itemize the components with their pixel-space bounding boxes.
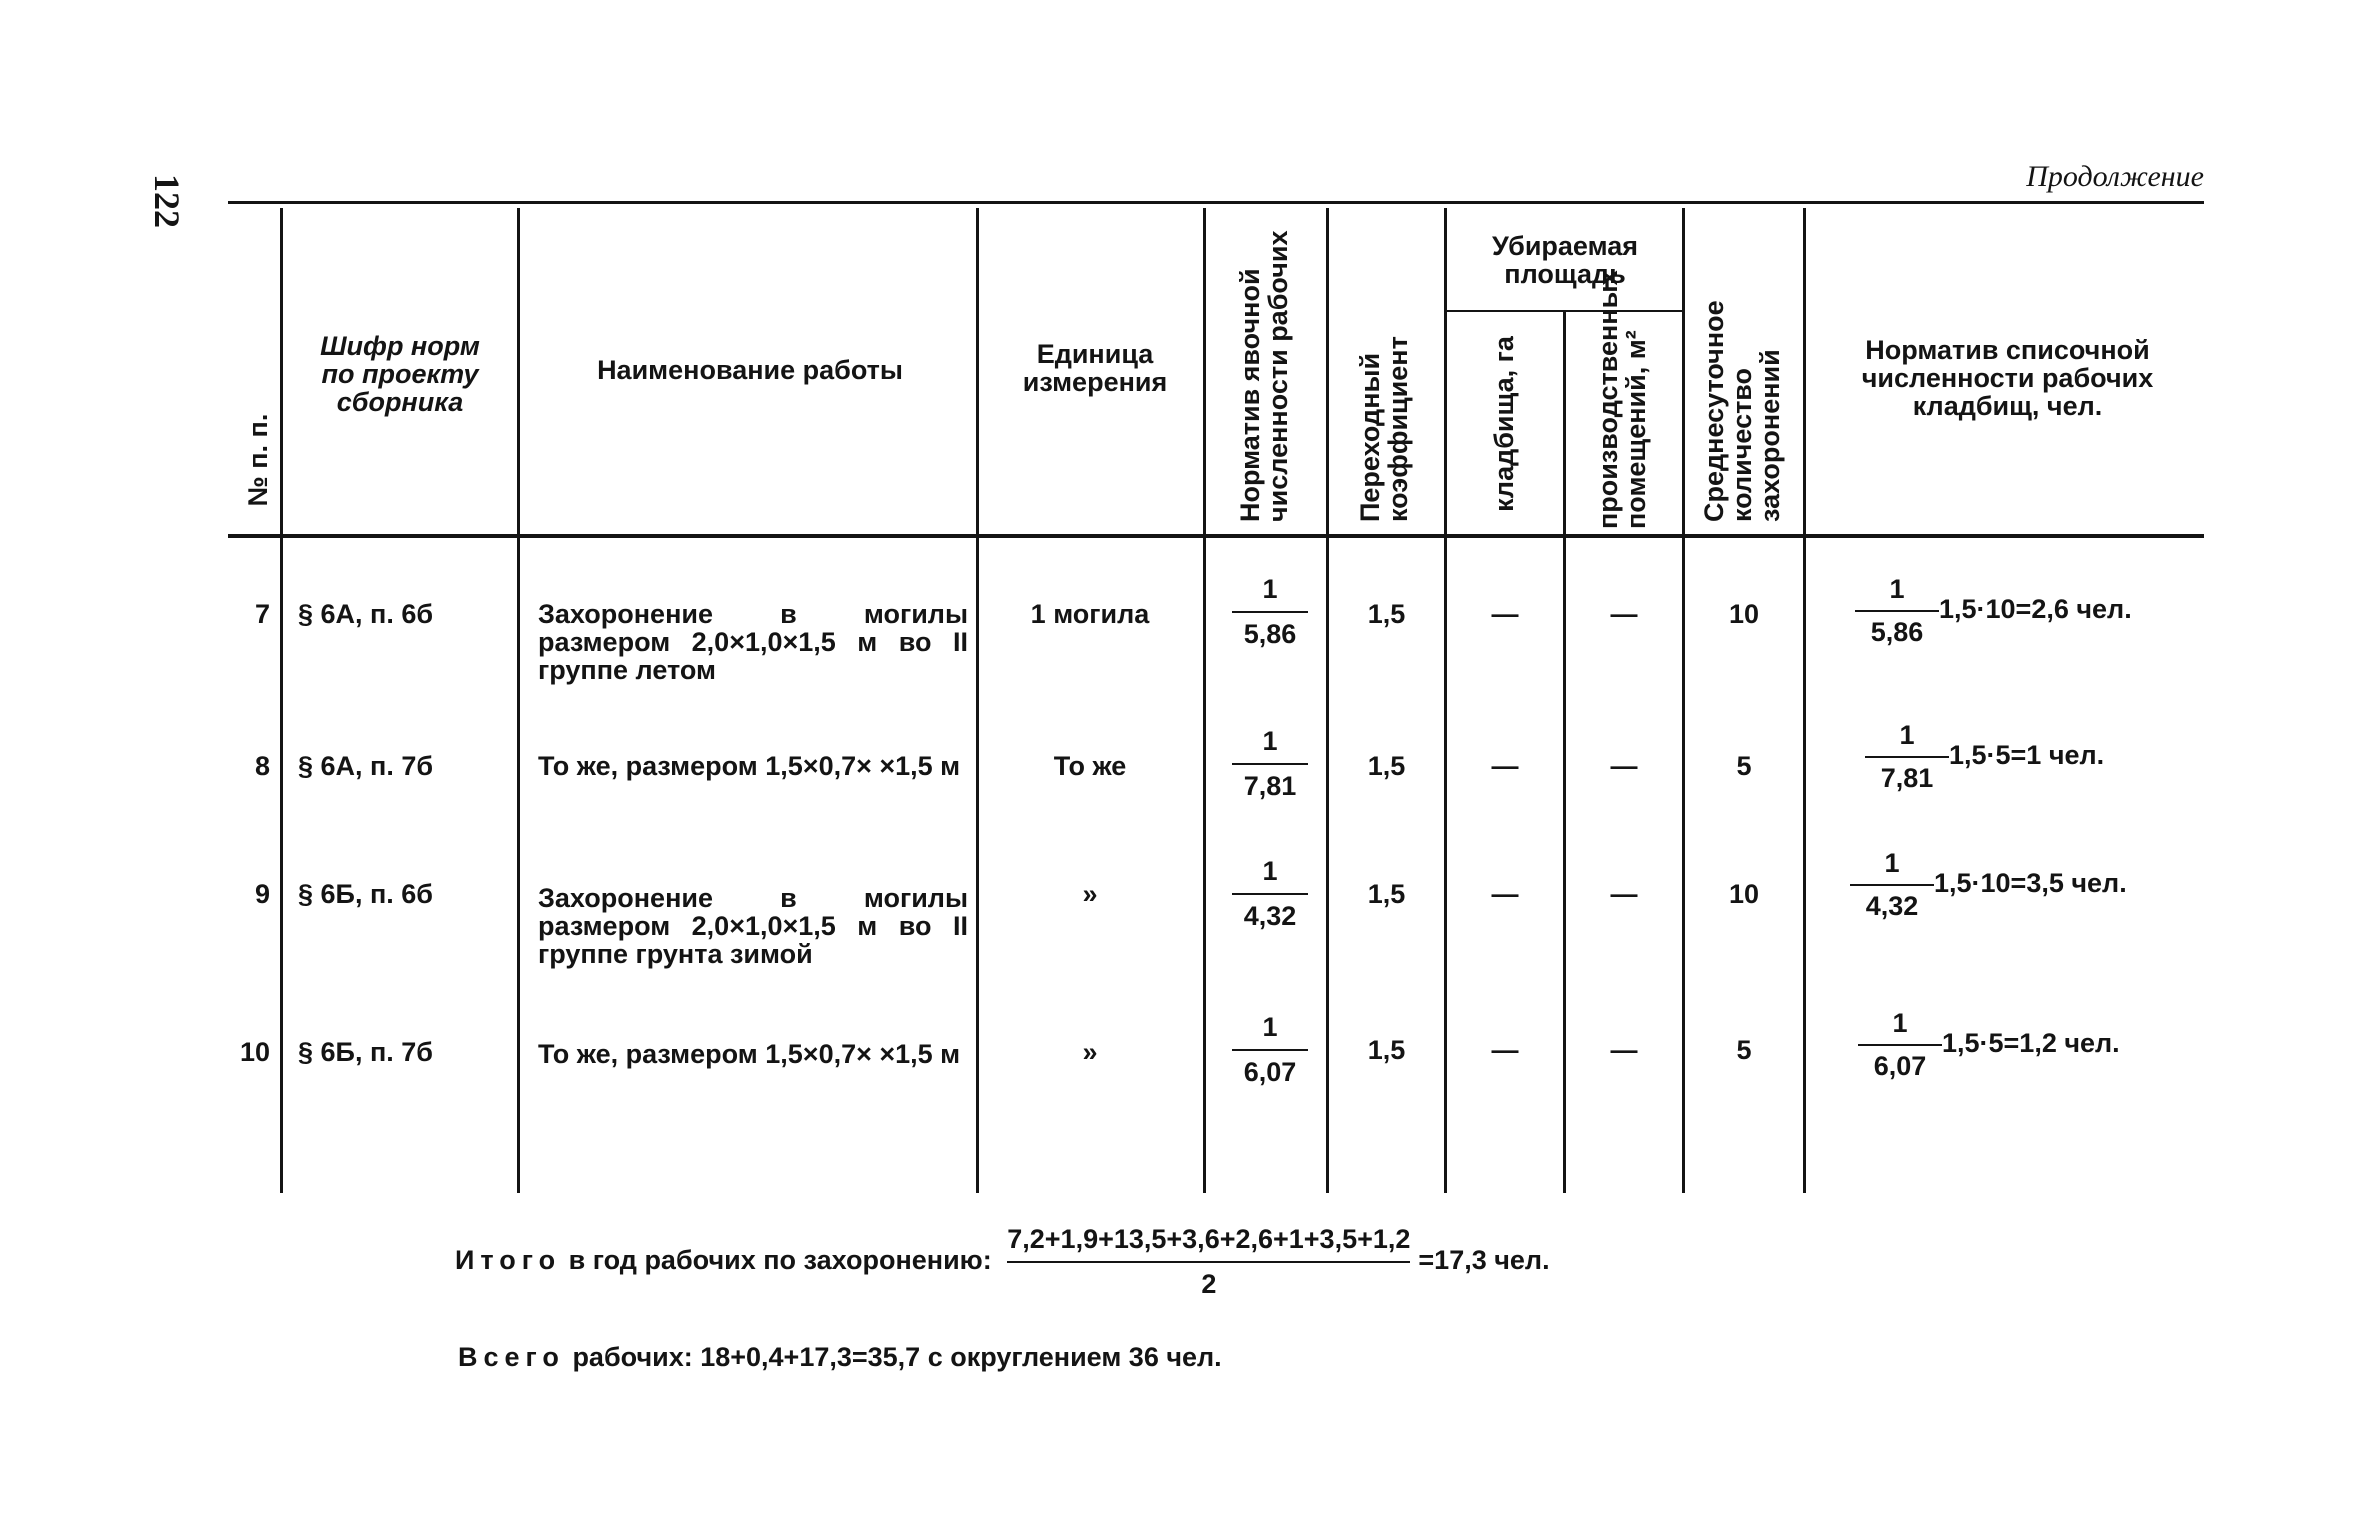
row-norm-fraction: 1 4,32 (1232, 856, 1308, 932)
row-norm-fraction: 1 5,86 (1232, 574, 1308, 650)
grand-total-line (458, 1342, 1222, 1373)
header-norm-att: Норматив явочной численности рабочих (1235, 230, 1293, 522)
row-code: § 6Б, п. 7б (298, 1037, 433, 1067)
row-result: $\frac{1}{5,86}$ 1,5·10=2,6 чел. (1855, 574, 2132, 648)
page-number: 122 (147, 174, 187, 228)
row-num: 8 (254, 751, 270, 781)
row-work: Захоронение в могилы размером 2,0×1,0×1,5 м во II группе летом (538, 599, 968, 685)
row-norm-fraction: 1 6,07 (1232, 1012, 1308, 1088)
grand-total-label-spaced: Всего (458, 1342, 565, 1372)
row-work: Захоронение в могилы размером 2,0×1,0×1,5 м во II группе грунта зимой (538, 883, 968, 969)
header-area: Убираемая площадь (1492, 231, 1638, 289)
row-premises: — (1610, 1035, 1638, 1065)
row-avg: 10 (1728, 879, 1760, 909)
header-avg: Среднесуточное количество захоронений (1699, 300, 1785, 522)
row-result: $\frac{1}{7,81}$ 1,5·5=1 чел. (1865, 720, 2104, 794)
row-code: § 6А, п. 7б (298, 751, 434, 781)
row-code: § 6Б, п. 6б (298, 879, 433, 909)
row-work: То же, размером 1,5×0,7× ×1,5 м (538, 751, 961, 781)
row-work: То же, размером 1,5×0,7× ×1,5 м (538, 1039, 961, 1069)
row-cemetery: — (1491, 879, 1519, 909)
col-rule (1203, 208, 1206, 1193)
row-norm-fraction: 1 7,81 (1232, 726, 1308, 802)
continuation-label: Продолжение (2026, 160, 2204, 193)
header-code: Шифр норм по проекту сборника (320, 331, 480, 417)
col-rule (517, 208, 520, 1193)
row-unit: » (1082, 879, 1098, 909)
header-num: № п. п. (243, 413, 273, 507)
header-work: Наименование работы (597, 355, 903, 385)
row-code: § 6А, п. 6б (298, 599, 434, 629)
row-num: 10 (239, 1037, 270, 1067)
col-rule (280, 208, 283, 1193)
row-coef: 1,5 (1367, 599, 1406, 629)
header-coef: Переходный коэффициент (1355, 336, 1413, 522)
header-premises: производственных помещений, м² (1593, 270, 1651, 529)
row-num: 9 (254, 879, 270, 909)
table-top-rule (228, 201, 2204, 204)
row-coef: 1,5 (1367, 1035, 1406, 1065)
header-cemetery: кладбища, га (1489, 336, 1519, 512)
row-avg: 10 (1728, 599, 1760, 629)
row-result: $\frac{1}{4,32}$ 1,5·10=3,5 чел. (1850, 848, 2127, 922)
row-unit: » (1082, 1037, 1098, 1067)
row-avg: 5 (1736, 751, 1752, 781)
total-label-spaced: Итого (455, 1245, 562, 1276)
header-unit: Единица измерения (1022, 339, 1168, 397)
header-norm-list: Норматив списочной численности рабочих кладбищ, чел. (1861, 335, 2154, 421)
total-line (455, 1224, 1550, 1300)
total-fraction: $\frac{7,2+1,9+13,5+3,6+2,6+1+3,5+1,2}{2}$ (1007, 1224, 1411, 1299)
total-label: в год рабочих по захоронению: (568, 1245, 992, 1276)
row-unit: 1 могила (1030, 599, 1150, 629)
row-result: $\frac{1}{6,07}$ 1,5·5=1,2 чел. (1858, 1008, 2120, 1082)
row-premises: — (1610, 879, 1638, 909)
row-coef: 1,5 (1367, 751, 1406, 781)
grand-total-text: рабочих: 18+0,4+17,3=35,7 с округлением 36 чел. (572, 1342, 1222, 1372)
row-cemetery: — (1491, 751, 1519, 781)
row-cemetery: — (1491, 1035, 1519, 1065)
col-rule (976, 208, 979, 1193)
row-unit: То же (1053, 751, 1127, 781)
row-coef: 1,5 (1367, 879, 1406, 909)
row-num: 7 (254, 599, 270, 629)
col-rule (1803, 208, 1806, 1193)
total-result: =17,3 чел. (1418, 1245, 1550, 1276)
row-avg: 5 (1736, 1035, 1752, 1065)
header-bottom-rule (228, 534, 2204, 538)
row-cemetery: — (1491, 599, 1519, 629)
row-premises: — (1610, 599, 1638, 629)
row-premises: — (1610, 751, 1638, 781)
